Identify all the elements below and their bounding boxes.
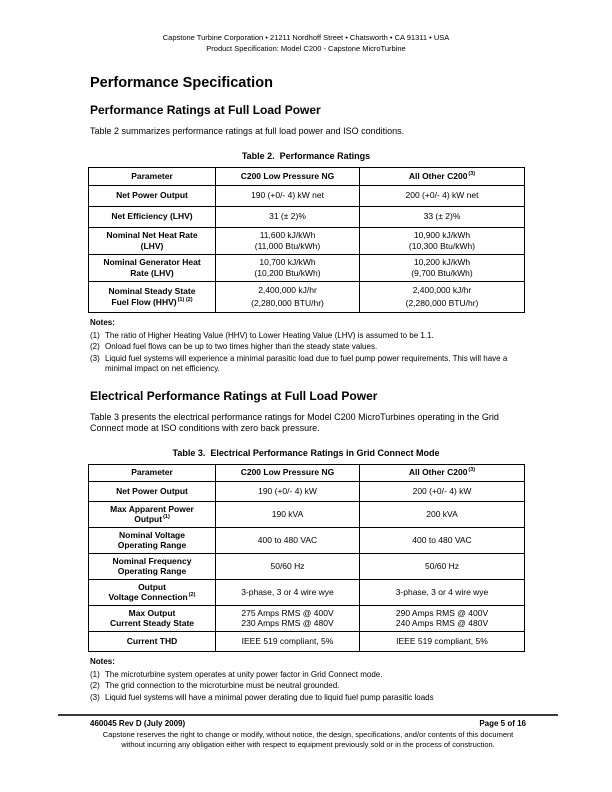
disclaimer-line: without incurring any obligation either with respect to equipment previously sold or in the process of construction. bbox=[121, 739, 495, 749]
cell-line: 290 Amps RMS @ 400V bbox=[395, 607, 489, 618]
table-header-cell bbox=[89, 481, 216, 501]
table2-caption: Table 2. Performance Ratings bbox=[241, 150, 371, 161]
page-footer bbox=[58, 714, 558, 749]
table-header-cell bbox=[89, 206, 216, 227]
cell-line: (2,280,000 BTU/hr) bbox=[251, 298, 324, 308]
table-header-cell bbox=[89, 254, 216, 281]
table-cell bbox=[216, 605, 360, 631]
table-row bbox=[89, 501, 525, 527]
table-cell bbox=[216, 206, 360, 227]
table-header-cell bbox=[89, 605, 216, 631]
note-item bbox=[90, 693, 516, 703]
table-header-cell bbox=[89, 185, 216, 206]
cell-line: All Other C200 bbox=[408, 170, 468, 181]
table-cell bbox=[216, 553, 360, 579]
cell-line: Current Steady State bbox=[109, 618, 195, 628]
cell-line: Parameter bbox=[131, 170, 173, 181]
table-header-cell bbox=[89, 281, 216, 312]
section2-heading: Electrical Performance Ratings at Full Load Power bbox=[90, 388, 378, 403]
disclaimer-line: Capstone reserves the right to change or modify, without notice, the design, specifications, and/or contents of this document bbox=[102, 730, 514, 739]
note-item bbox=[90, 342, 516, 352]
table-cell bbox=[216, 501, 360, 527]
cell-line: Nominal Generator Heat bbox=[103, 257, 201, 267]
cell-line: 200 kVA bbox=[426, 508, 458, 519]
cell-line: Output bbox=[134, 514, 163, 524]
footnote-reference: (1) bbox=[163, 514, 170, 521]
header-document-title: Product Specification: Model C200 - Capstone MicroTurbine bbox=[206, 43, 406, 53]
table-header-row bbox=[89, 167, 525, 185]
cell-line: C200 Low Pressure NG bbox=[240, 467, 335, 478]
cell-line: 190 (+0/- 4) kW net bbox=[251, 190, 324, 201]
cell-line: (11,000 Btu/kWh) bbox=[254, 240, 321, 251]
table-cell bbox=[360, 631, 525, 651]
cell-line: Rate (LHV) bbox=[130, 267, 174, 278]
note-text: The ratio of Higher Heating Value (HHV) to Lower Heating Value (LHV) is assumed to be 1.1. bbox=[105, 330, 434, 340]
cell-line: 240 Amps RMS @ 480V bbox=[395, 618, 489, 628]
footnote-reference: (1) (2) bbox=[177, 296, 193, 303]
cell-line: 400 to 480 VAC bbox=[412, 534, 472, 545]
table-row bbox=[89, 631, 525, 651]
cell-line: 2,400,000 kJ/hr bbox=[258, 284, 317, 295]
table-cell bbox=[216, 527, 360, 553]
table-cell bbox=[216, 254, 360, 281]
cell-line: 190 (+0/- 4) kW bbox=[258, 485, 317, 496]
cell-line: 10,900 kJ/kWh bbox=[413, 230, 471, 240]
cell-line: 31 (± 2)% bbox=[269, 211, 306, 222]
table-row bbox=[89, 281, 525, 312]
note-number: (2) bbox=[90, 342, 100, 351]
table-cell bbox=[360, 481, 525, 501]
table-cell bbox=[360, 579, 525, 605]
note-number: (1) bbox=[90, 669, 100, 679]
cell-line: 3-phase, 3 or 4 wire wye bbox=[241, 586, 334, 597]
table2-notes-label: Notes: bbox=[90, 317, 115, 327]
cell-line: 190 kVA bbox=[271, 508, 304, 519]
section2-intro: Table 3 presents the electrical performance ratings for Model C200 MicroTurbines operating in the Grid Connect mode at ISO conditions with zero back pressure. bbox=[90, 411, 499, 433]
cell-line: 230 Amps RMS @ 480V bbox=[241, 618, 334, 628]
table-row bbox=[89, 481, 525, 501]
cell-line: (LHV) bbox=[140, 240, 164, 251]
table-cell bbox=[216, 227, 360, 254]
table2-notes bbox=[88, 331, 524, 374]
document-revision: 460045 Rev D (July 2009) bbox=[90, 719, 186, 728]
table-header-cell bbox=[89, 631, 216, 651]
table-header-row bbox=[89, 464, 525, 481]
table-cell bbox=[360, 527, 525, 553]
cell-line: 10,200 kJ/kWh bbox=[413, 257, 471, 267]
table-cell bbox=[216, 281, 360, 312]
table-cell bbox=[216, 185, 360, 206]
note-item bbox=[90, 331, 516, 341]
note-text: Liquid fuel systems will experience a minimal parasitic load due to fuel pump power requirements. This will have a minimal impact on net efficiency. bbox=[105, 353, 508, 373]
table-cell bbox=[216, 481, 360, 501]
table-cell bbox=[360, 281, 525, 312]
cell-line: 3-phase, 3 or 4 wire wye bbox=[395, 586, 489, 597]
table-cell bbox=[360, 185, 525, 206]
page-header bbox=[0, 0, 612, 54]
cell-line: 33 (± 2)% bbox=[423, 211, 461, 222]
cell-line: 200 (+0/- 4) kW net bbox=[405, 190, 479, 201]
note-item bbox=[90, 670, 516, 680]
note-text: The microturbine system operates at unity power factor in Grid Connect mode. bbox=[105, 669, 383, 679]
page-number: Page 5 of 16 bbox=[479, 719, 526, 728]
table-header-cell bbox=[89, 227, 216, 254]
table-cell bbox=[360, 553, 525, 579]
cell-line: Nominal Net Heat Rate bbox=[106, 230, 198, 240]
table-row bbox=[89, 579, 525, 605]
table-header-cell bbox=[360, 464, 525, 481]
cell-line: Max Apparent Power bbox=[110, 503, 194, 514]
cell-line: Voltage Connection bbox=[108, 592, 188, 602]
table-cell bbox=[216, 631, 360, 651]
cell-line: 11,600 kJ/kWh bbox=[259, 230, 316, 240]
table-cell bbox=[216, 579, 360, 605]
cell-line: IEEE 519 compliant, 5% bbox=[241, 635, 334, 646]
note-number: (3) bbox=[90, 353, 100, 363]
cell-line: IEEE 519 compliant, 5% bbox=[396, 635, 488, 646]
table-cell bbox=[360, 227, 525, 254]
cell-line: (10,300 Btu/kWh) bbox=[408, 240, 476, 251]
cell-line: (10,200 Btu/kWh) bbox=[254, 267, 321, 278]
note-number: (1) bbox=[90, 330, 100, 340]
cell-line: All Other C200 bbox=[408, 467, 468, 478]
cell-line: Parameter bbox=[131, 467, 173, 478]
table-cell bbox=[360, 605, 525, 631]
cell-line: 50/60 Hz bbox=[424, 560, 460, 571]
cell-line: Operating Range bbox=[117, 566, 187, 576]
footnote-reference: (3) bbox=[468, 467, 476, 474]
cell-line: Current THD bbox=[126, 635, 178, 646]
table-header-cell bbox=[216, 464, 360, 481]
table-header-cell bbox=[89, 167, 216, 185]
table-cell bbox=[360, 254, 525, 281]
footer-meta-row bbox=[58, 716, 558, 729]
table-header-cell bbox=[89, 464, 216, 481]
cell-line: 200 (+0/- 4) kW bbox=[412, 485, 472, 496]
page-body bbox=[88, 75, 524, 703]
header-company-address: Capstone Turbine Corporation • 21211 Nordhoff Street • Chatsworth • CA 91311 • USA bbox=[162, 33, 450, 42]
cell-line: Nominal Frequency bbox=[112, 555, 192, 566]
table-header-cell bbox=[216, 167, 360, 185]
footer-disclaimer bbox=[58, 730, 558, 749]
section1-heading: Performance Ratings at Full Load Power bbox=[90, 103, 321, 117]
table-row bbox=[89, 254, 525, 281]
section1-intro: Table 2 summarizes performance ratings at full load power and ISO conditions. bbox=[90, 126, 405, 136]
cell-line: 50/60 Hz bbox=[270, 560, 305, 571]
performance-ratings-table bbox=[88, 167, 525, 313]
table3-notes bbox=[88, 670, 524, 703]
table-row bbox=[89, 185, 525, 206]
cell-line: Net Power Output bbox=[116, 190, 188, 201]
cell-line: C200 Low Pressure NG bbox=[240, 170, 335, 181]
note-item bbox=[90, 354, 516, 374]
note-number: (3) bbox=[90, 692, 100, 702]
cell-line: Net Power Output bbox=[116, 485, 188, 496]
table-row bbox=[89, 553, 525, 579]
note-item bbox=[90, 681, 516, 691]
cell-line: 275 Amps RMS @ 400V bbox=[241, 607, 334, 618]
table-row bbox=[89, 605, 525, 631]
note-text: The grid connection to the microturbine must be neutral grounded. bbox=[105, 681, 340, 690]
footnote-reference: (2) bbox=[188, 592, 196, 599]
cell-line: 400 to 480 VAC bbox=[257, 534, 318, 545]
footnote-reference: (3) bbox=[468, 170, 476, 177]
table-cell bbox=[360, 206, 525, 227]
cell-line: 10,700 kJ/kWh bbox=[259, 257, 316, 267]
table-row bbox=[89, 206, 525, 227]
table-header-cell bbox=[89, 579, 216, 605]
note-text: Onload fuel flows can be up to two times higher than the steady state values. bbox=[105, 342, 378, 351]
note-text: Liquid fuel systems will have a minimal power derating due to liquid fuel pump parasitic loads bbox=[105, 692, 434, 702]
cell-line: Nominal Steady State bbox=[108, 286, 196, 296]
cell-line: 2,400,000 kJ/hr bbox=[412, 284, 472, 295]
cell-line: (9,700 Btu/kWh) bbox=[411, 267, 473, 278]
cell-line: Output bbox=[138, 581, 166, 592]
cell-line: Nominal Voltage bbox=[119, 529, 185, 540]
cell-line: Max Output bbox=[128, 607, 176, 618]
electrical-ratings-table bbox=[88, 464, 525, 652]
table-row bbox=[89, 227, 525, 254]
table3-notes-label: Notes: bbox=[90, 656, 115, 666]
page-title: Performance Specification bbox=[90, 75, 273, 91]
table-header-cell bbox=[89, 501, 216, 527]
note-number: (2) bbox=[90, 681, 100, 690]
table-header-cell bbox=[89, 553, 216, 579]
table-cell bbox=[360, 501, 525, 527]
cell-line: Fuel Flow (HHV) bbox=[111, 296, 177, 307]
cell-line: Net Efficiency (LHV) bbox=[111, 211, 193, 222]
cell-line: Operating Range bbox=[117, 540, 187, 550]
table-row bbox=[89, 527, 525, 553]
table-header-cell bbox=[360, 167, 525, 185]
cell-line: (2,280,000 BTU/hr) bbox=[405, 298, 479, 308]
table3-caption: Table 3. Electrical Performance Ratings in Grid Connect Mode bbox=[172, 447, 440, 458]
table-header-cell bbox=[89, 527, 216, 553]
